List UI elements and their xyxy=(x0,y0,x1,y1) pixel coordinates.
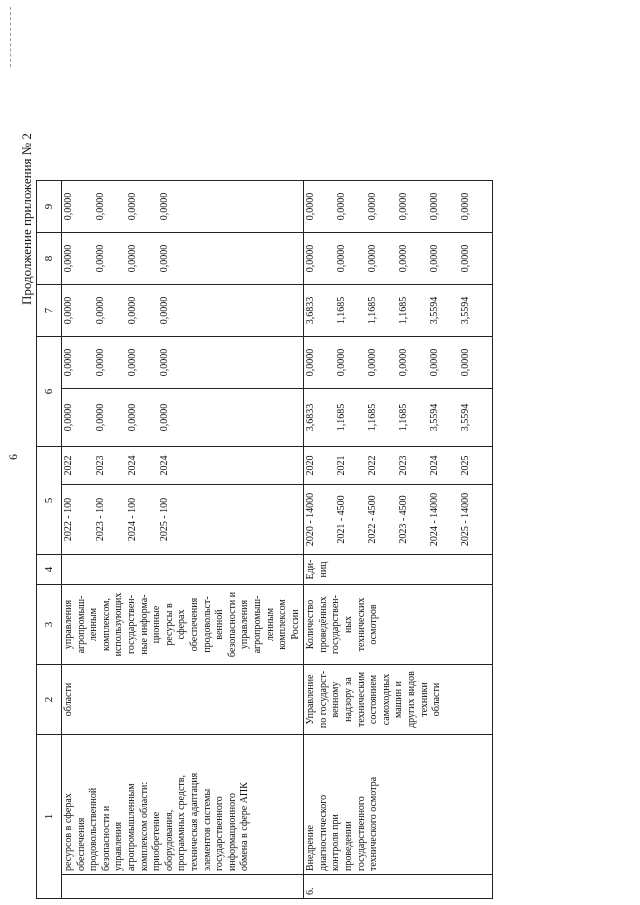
local-funding-cell xyxy=(62,233,304,285)
regional-funding-cell-value: 1,1685 xyxy=(398,296,410,325)
total-funding-cell-value: 1,1685 xyxy=(336,403,348,432)
regional-funding-cell-value: 3,5594 xyxy=(460,296,472,325)
federal-funding-cell-value: 0,0000 xyxy=(429,348,441,377)
other-funding-cell-value: 0,0000 xyxy=(305,192,317,221)
column-header-8: 8 xyxy=(37,233,62,285)
row-index xyxy=(304,875,493,899)
federal-funding-cell-value: 0,0000 xyxy=(63,348,74,377)
measure-name-cell-text: ресурсов в сферах обеспечения продовольственной безопасности и управления агропромышленным комплексом области: приобретение оборудования, программных средств, техническая адаптация элементов системы государственного информационного обмена в сфере АПК xyxy=(63,772,251,871)
target-value-cell-value: 2024 - 100 xyxy=(127,497,138,542)
other-funding-cell-value: 0,0000 xyxy=(336,192,348,221)
column-header-2: 2 xyxy=(37,665,62,735)
column-header-3: 3 xyxy=(37,585,62,665)
target-value-cell-value: 2021 - 4500 xyxy=(336,495,348,544)
year-cell xyxy=(62,447,304,485)
year-cell-value: 2022 xyxy=(367,455,379,476)
local-funding-cell-value: 0,0000 xyxy=(398,244,410,273)
year-cell-value: 2024 xyxy=(429,455,441,476)
total-funding-cell-value: 1,1685 xyxy=(367,403,379,432)
year-cell-value: 2024 xyxy=(127,455,138,476)
target-value-cell-value: 2022 - 4500 xyxy=(367,495,379,544)
unit-cell xyxy=(62,555,304,585)
regional-funding-cell-value: 1,1685 xyxy=(367,296,379,325)
regional-funding-cell-value: 3,5594 xyxy=(429,296,441,325)
executor-cell xyxy=(62,665,304,735)
total-funding-cell-value: 0,0000 xyxy=(95,403,106,432)
federal-funding-cell xyxy=(304,337,493,389)
target-value-cell xyxy=(62,485,304,555)
local-funding-cell-value: 0,0000 xyxy=(336,244,348,273)
column-header-9: 9 xyxy=(37,181,62,233)
table-row xyxy=(304,181,493,899)
executor-cell xyxy=(304,665,493,735)
federal-funding-cell-value: 0,0000 xyxy=(460,348,472,377)
target-value-cell xyxy=(304,485,493,555)
column-header-6: 6 xyxy=(37,337,62,447)
year-cell-value: 2020 xyxy=(305,455,317,476)
regional-funding-cell xyxy=(304,285,493,337)
other-funding-cell-value: 0,0000 xyxy=(127,192,138,221)
unit-cell xyxy=(304,555,493,585)
local-funding-cell-value: 0,0000 xyxy=(367,244,379,273)
unit-cell-text: Еди- ниц xyxy=(305,559,329,580)
indicator-cell-text: управления агропромыш- ленным комплексом, использующих государствен- ные информа- ционные ресурсы в сферах обеспечения продовольст- венной безопасности и управления агропромыш- ленным комплексом России xyxy=(63,591,301,658)
local-funding-cell-value: 0,0000 xyxy=(159,244,170,273)
regional-funding-cell-value: 0,0000 xyxy=(127,296,138,325)
column-header-7: 7 xyxy=(37,285,62,337)
total-funding-cell xyxy=(304,389,493,447)
table-row xyxy=(62,181,304,899)
executor-cell-text: Управление по государст- венному надзору за техническим состоянием самоходных машин и других видов техники области xyxy=(305,670,443,729)
measure-name-cell xyxy=(304,735,493,875)
local-funding-cell xyxy=(304,233,493,285)
federal-funding-cell-value: 0,0000 xyxy=(159,348,170,377)
regional-funding-cell-value: 3,6833 xyxy=(305,296,317,325)
federal-funding-cell-value: 0,0000 xyxy=(398,348,410,377)
regional-funding-cell-value: 0,0000 xyxy=(159,296,170,325)
column-header-5: 5 xyxy=(37,447,62,555)
year-cell-value: 2022 xyxy=(63,455,74,476)
target-value-cell-value: 2020 - 14000 xyxy=(305,492,317,547)
appendix-table xyxy=(36,180,493,899)
row-index xyxy=(62,875,304,899)
total-funding-cell-value: 0,0000 xyxy=(159,403,170,432)
other-funding-cell-value: 0,0000 xyxy=(398,192,410,221)
column-header-4: 4 xyxy=(37,555,62,585)
measure-name-cell xyxy=(62,735,304,875)
target-value-cell-value: 2023 - 100 xyxy=(95,497,106,542)
other-funding-cell-value: 0,0000 xyxy=(159,192,170,221)
measure-name-cell-text: Внедрение диагностического контроля при проведении государственного технического осмотра xyxy=(305,776,380,871)
header-row xyxy=(37,181,62,899)
total-funding-cell-value: 0,0000 xyxy=(127,403,138,432)
other-funding-cell-value: 0,0000 xyxy=(429,192,441,221)
year-cell-value: 2025 xyxy=(460,455,472,476)
margin-mark xyxy=(10,7,11,67)
year-cell xyxy=(304,447,493,485)
other-funding-cell xyxy=(62,181,304,233)
other-funding-cell xyxy=(304,181,493,233)
total-funding-cell-value: 3,6833 xyxy=(305,403,317,432)
other-funding-cell-value: 0,0000 xyxy=(460,192,472,221)
target-value-cell-value: 2022 - 100 xyxy=(63,497,74,542)
local-funding-cell-value: 0,0000 xyxy=(305,244,317,273)
local-funding-cell-value: 0,0000 xyxy=(429,244,441,273)
regional-funding-cell-value: 0,0000 xyxy=(63,296,74,325)
federal-funding-cell-value: 0,0000 xyxy=(367,348,379,377)
year-cell-value: 2021 xyxy=(336,455,348,476)
page-number: 6 xyxy=(6,454,20,460)
other-funding-cell-value: 0,0000 xyxy=(95,192,106,221)
federal-funding-cell-value: 0,0000 xyxy=(127,348,138,377)
appendix-title: Продолжение приложения № 2 xyxy=(19,133,34,305)
target-value-cell-value: 2025 - 14000 xyxy=(460,492,472,547)
year-cell-value: 2023 xyxy=(95,455,106,476)
indicator-cell-text: Количество проведённых государствен- ных технических осмотров xyxy=(305,595,380,654)
federal-funding-cell-value: 0,0000 xyxy=(305,348,317,377)
local-funding-cell-value: 0,0000 xyxy=(95,244,106,273)
total-funding-cell-value: 0,0000 xyxy=(63,403,74,432)
total-funding-cell-value: 3,5594 xyxy=(429,403,441,432)
regional-funding-cell xyxy=(62,285,304,337)
federal-funding-cell xyxy=(62,337,304,389)
regional-funding-cell-value: 1,1685 xyxy=(336,296,348,325)
total-funding-cell-value: 3,5594 xyxy=(460,403,472,432)
other-funding-cell-value: 0,0000 xyxy=(63,192,74,221)
federal-funding-cell-value: 0,0000 xyxy=(336,348,348,377)
indicator-cell xyxy=(304,585,493,665)
local-funding-cell-value: 0,0000 xyxy=(127,244,138,273)
executor-cell-text: области xyxy=(63,682,74,717)
row-index-text: 6. xyxy=(305,887,317,895)
target-value-cell-value: 2023 - 4500 xyxy=(398,495,410,544)
local-funding-cell-value: 0,0000 xyxy=(460,244,472,273)
total-funding-cell-value: 1,1685 xyxy=(398,403,410,432)
target-value-cell-value: 2025 - 100 xyxy=(159,497,170,542)
total-funding-cell xyxy=(62,389,304,447)
year-cell-value: 2024 xyxy=(159,455,170,476)
local-funding-cell-value: 0,0000 xyxy=(63,244,74,273)
target-value-cell-value: 2024 - 14000 xyxy=(429,492,441,547)
federal-funding-cell-value: 0,0000 xyxy=(95,348,106,377)
other-funding-cell-value: 0,0000 xyxy=(367,192,379,221)
year-cell-value: 2023 xyxy=(398,455,410,476)
regional-funding-cell-value: 0,0000 xyxy=(95,296,106,325)
indicator-cell xyxy=(62,585,304,665)
column-header-1: 1 xyxy=(37,735,62,899)
